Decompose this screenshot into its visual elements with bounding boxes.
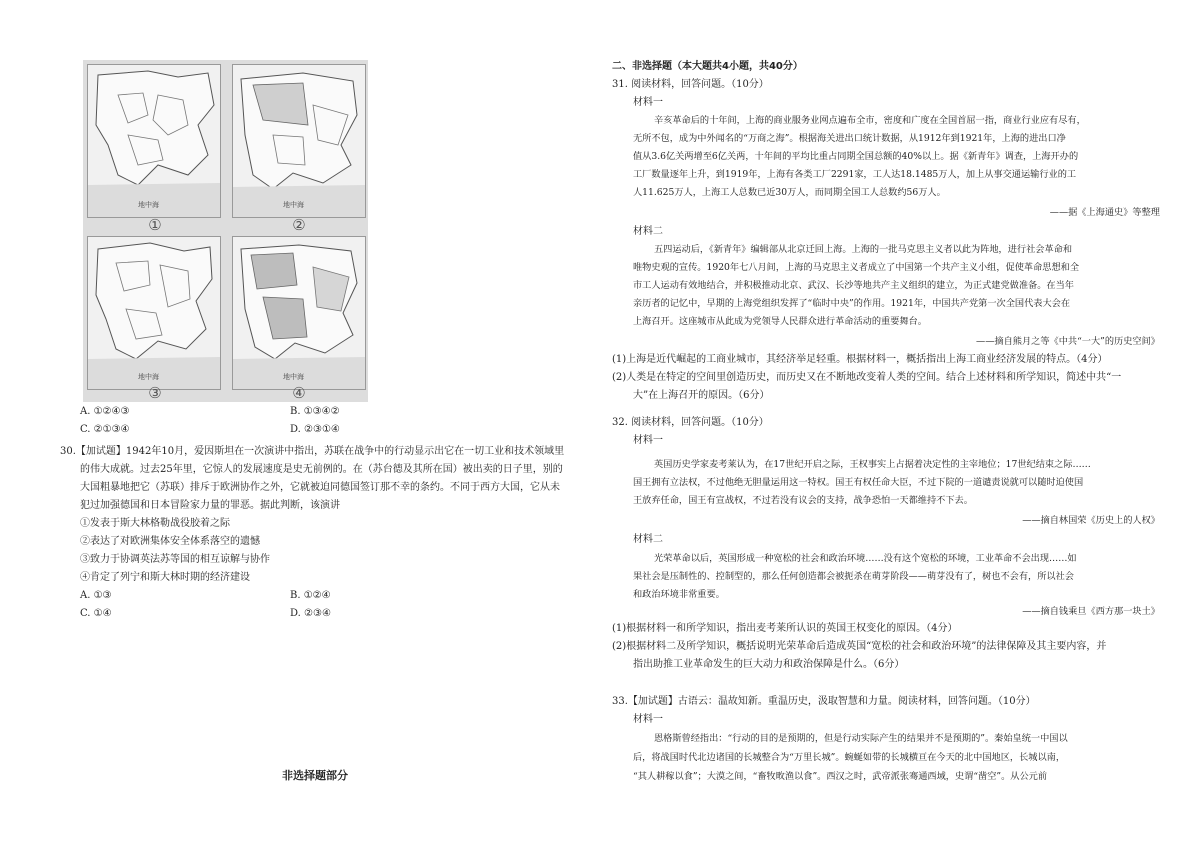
q31-m1-source: ——据《上海通史》等整理 bbox=[1049, 207, 1160, 218]
q31-m1-line-5: 人11.625万人，上海工人总数已近30万人，而同期全国工人总数约56万人。 bbox=[633, 187, 946, 198]
map-3-sea-label: 地中海 bbox=[138, 373, 159, 381]
map-1-drawing bbox=[88, 65, 220, 217]
q29-option-d: D. ②③①④ bbox=[290, 424, 340, 435]
q29-option-a: A. ①②④③ bbox=[80, 406, 130, 417]
historical-map-4 bbox=[232, 236, 366, 390]
q32-stem: 32. 阅读材料，回答问题。（10分） bbox=[612, 417, 769, 428]
q31-m2-line-1: 五四运动后，《新青年》编辑部从北京迁回上海。上海的一批马克思主义者以此为阵地，进行社会革命和 bbox=[654, 244, 1073, 255]
map-4-sea-label: 地中海 bbox=[283, 373, 304, 381]
q31-m1-line-4: 工厂数量逐年上升，到1919年，上海有各类工厂2291家，工人达18.1485万人，加上从事交通运输行业的工 bbox=[633, 169, 1077, 180]
q33-m1-line-3: “其人耕稼以食”；大漠之间，“畜牧畋渔以食”。西汉之时，武帝派张骞通西域，史谓“凿空”。从公元前 bbox=[633, 771, 1048, 782]
q32-sub-question-1: (1)根据材料一和所学知识，指出麦考莱所认识的英国王权变化的原因。（4分） bbox=[612, 623, 958, 634]
q32-m2-line-2: 果社会是压制性的、控制型的，那么任何创造都会被扼杀在萌芽阶段——萌芽没有了，树也不会有，所以社会 bbox=[633, 571, 1074, 582]
map-3-drawing bbox=[88, 237, 220, 389]
q30-option-d: D. ②③④ bbox=[290, 608, 331, 619]
q31-sub-question-2-line-1: (2)人类是在特定的空间里创造历史，而历史又在不断地改变着人类的空间。结合上述材料和所学知识，简述中共“一 bbox=[612, 372, 1122, 383]
q31-m2-source: ——摘自熊月之等《中共“一大”的历史空间》 bbox=[976, 336, 1160, 347]
q30-item-1: ①发表于斯大林格勒战役胶着之际 bbox=[80, 518, 230, 529]
q30-option-a: A. ①③ bbox=[80, 590, 112, 601]
q31-m1-line-1: 辛亥革命后的十年间，上海的商业服务业网点遍布全市，密度和广度在全国首屈一指，商业行业应有尽有， bbox=[654, 115, 1086, 126]
q30-stem-line-1: 30.【加试题】1942年10月，爱因斯坦在一次演讲中指出，苏联在战争中的行动显示出它在一切工业和技术领域里 bbox=[60, 446, 565, 457]
q30-item-4: ④肯定了列宁和斯大林时期的经济建设 bbox=[80, 572, 250, 583]
q32-m2-line-1: 光荣革命以后，英国形成一种宽松的社会和政治环境……没有这个宽松的环境，工业革命不会出现……如 bbox=[654, 553, 1077, 564]
q30-option-c: C. ①④ bbox=[80, 608, 112, 619]
q33-stem: 33.【加试题】古语云：温故知新。重温历史，汲取智慧和力量。阅读材料，回答问题。（10分） bbox=[612, 696, 1036, 707]
map-3-label: ③ bbox=[148, 384, 162, 402]
q31-m2-line-2: 唯物史观的宣传。1920年七八月间，上海的马克思主义者成立了中国第一个共产主义小组，促使革命思想和全 bbox=[633, 262, 1080, 273]
q31-m2-line-3: 市工人运动有效地结合，并积极推动北京、武汉、长沙等地共产主义组织的建立，为正式建党做准备。在当年 bbox=[633, 280, 1074, 291]
historical-map-1 bbox=[87, 64, 221, 218]
q29-option-c: C. ②①③④ bbox=[80, 424, 130, 435]
q30-item-2: ②表达了对欧洲集体安全体系落空的遗憾 bbox=[80, 536, 260, 547]
map-1-label: ① bbox=[148, 216, 162, 234]
q32-material-2-label: 材料二 bbox=[633, 534, 663, 545]
map-figure-group bbox=[83, 60, 368, 402]
map-2-drawing bbox=[233, 65, 365, 217]
q31-stem: 31. 阅读材料，回答问题。（10分） bbox=[612, 79, 769, 90]
q31-sub-question-1: (1)上海是近代崛起的工商业城市，其经济举足轻重。根据材料一，概括指出上海工商业经济发展的特点。（4分） bbox=[612, 354, 1108, 365]
q33-m1-line-2: 后，将战国时代北边诸国的长城整合为“万里长城”。蜿蜒如带的长城横亘在今天的北中国地区，长城以南， bbox=[633, 752, 1066, 763]
right-section-title: 二、非选择题（本大题共4小题，共40分） bbox=[612, 61, 803, 72]
q30-stem-line-2: 的伟大成就。过去25年里，它惊人的发展速度是史无前例的。在（苏台德及其所在国）被出卖的日子里，别的 bbox=[80, 464, 563, 475]
q32-material-1-label: 材料一 bbox=[633, 435, 663, 446]
q33-material-1-label: 材料一 bbox=[633, 714, 663, 725]
left-section-title: 非选择题部分 bbox=[282, 769, 348, 782]
q30-option-b: B. ①②④ bbox=[290, 590, 331, 601]
q32-m1-line-1: 英国历史学家麦考莱认为，在17世纪开启之际，王权事实上占据着决定性的主宰地位；17世纪结束之际…… bbox=[654, 459, 1091, 470]
map-2-label: ② bbox=[292, 216, 306, 234]
q30-stem-line-3: 大国粗暴地把它（苏联）排斥于欧洲协作之外，它就被迫同德国签订那不幸的条约。不同于西方大国，它从未 bbox=[80, 482, 560, 493]
q31-material-2-label: 材料二 bbox=[633, 226, 663, 237]
q32-m1-line-3: 王放弃任命，国王有宣战权，不过若没有议会的支持，战争恐怕一天都维持不下去。 bbox=[633, 495, 973, 506]
q31-sub-question-2-line-2: 大”在上海召开的原因。（6分） bbox=[633, 390, 770, 401]
q32-m2-line-3: 和政治环境非常重要。 bbox=[633, 589, 725, 600]
q32-sub-question-2-line-1: (2)根据材料二及所学知识，概括说明光荣革命后造成英国“宽松的社会和政治环境”的法律保障及其主要内容，并 bbox=[612, 641, 1107, 652]
q30-stem-line-4: 犯过加强德国和日本冒险家力量的罪恶。据此判断，该演讲 bbox=[80, 500, 340, 511]
q32-sub-question-2-line-2: 指出助推工业革命发生的巨大动力和政治保障是什么。（6分） bbox=[633, 659, 905, 670]
q31-material-1-label: 材料一 bbox=[633, 97, 663, 108]
historical-map-2 bbox=[232, 64, 366, 218]
map-4-drawing bbox=[233, 237, 365, 389]
q31-m2-line-4: 亲历者的记忆中，早期的上海党组织发挥了“临时中央”的作用。1921年，中国共产党第一次全国代表大会在 bbox=[633, 298, 1071, 309]
q32-m1-line-2: 国王拥有立法权，不过他绝无胆量运用这一特权。国王有权任命大臣，不过下院的一道谴责说就可以随时迫使国 bbox=[633, 477, 1084, 488]
map-2-sea-label: 地中海 bbox=[283, 201, 304, 209]
q30-item-3: ③致力于协调英法苏等国的相互谅解与协作 bbox=[80, 554, 270, 565]
q31-m1-line-3: 值从3.6亿关两增至6亿关两，十年间的平均比重占同期全国总额的40%以上。据《新青年》调查，上海开办的 bbox=[633, 151, 1079, 162]
map-1-sea-label: 地中海 bbox=[138, 201, 159, 209]
q31-m1-line-2: 无所不包，成为中外闻名的“万商之海”。根据海关进出口统计数据，从1912年到1921年，上海的进出口净 bbox=[633, 133, 1066, 144]
historical-map-3 bbox=[87, 236, 221, 390]
q32-m1-source: ——摘自林国荣《历史上的人权》 bbox=[1022, 515, 1160, 526]
q32-m2-source: ——摘自钱乘旦《西方那一块土》 bbox=[1022, 606, 1160, 617]
q33-m1-line-1: 恩格斯曾经指出：“行动的目的是预期的，但是行动实际产生的结果并不是预期的”。秦始皇统一中国以 bbox=[654, 733, 1068, 744]
map-4-label: ④ bbox=[292, 384, 306, 402]
q31-m2-line-5: 上海召开。这座城市从此成为党领导人民群众进行革命活动的重要舞台。 bbox=[633, 316, 927, 327]
q29-option-b: B. ①③④② bbox=[290, 406, 340, 417]
